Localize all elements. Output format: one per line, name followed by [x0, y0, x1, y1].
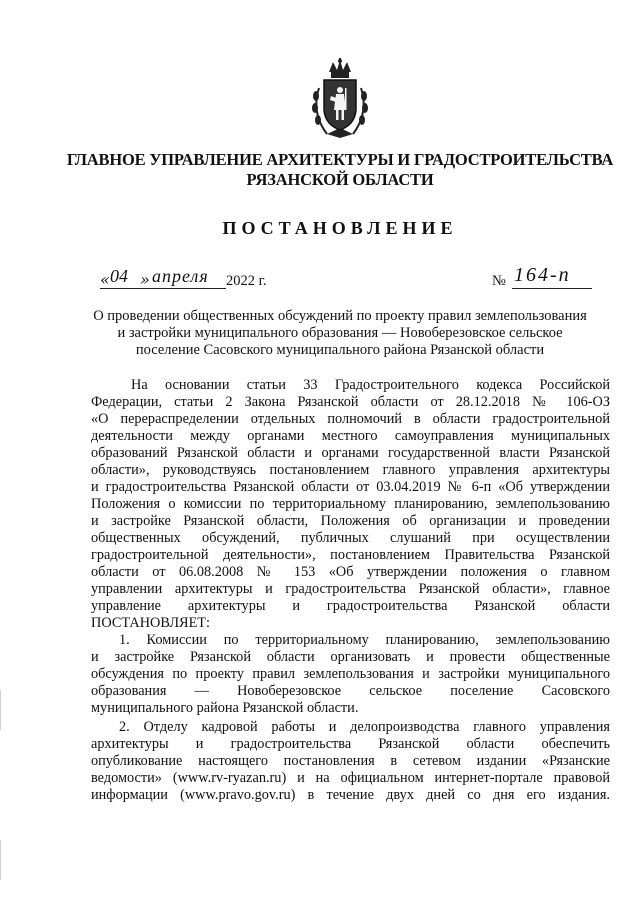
body-line: общественных обсуждений, публичных слушаний при осуществлении: [91, 530, 610, 546]
date-number-row: [100, 264, 600, 296]
body-line: градостроительной деятельности», постановлением Правительства Рязанской: [91, 547, 610, 563]
subject-line: поселение Сасовского муниципального района Рязанской области: [135, 342, 545, 358]
body-line: управлении архитектуры и градостроительства Рязанской области», главное: [91, 581, 610, 597]
body-line: управление архитектуры и градостроительства Рязанской области: [91, 598, 610, 614]
item-2-line: опубликование настоящего постановления в сетевом издании «Рязанские: [91, 753, 610, 769]
document-body: [91, 377, 610, 804]
body-line: Положения о комиссии по территориальному планированию, землепользованию: [91, 496, 610, 512]
item-2-line: 2. Отделу кадровой работы и делопроизводства главного управления: [119, 719, 610, 735]
coat-of-arms-icon: [309, 58, 371, 140]
body-line: образований Рязанской области и органами государственной власти Рязанской: [91, 445, 610, 461]
date-close-quote: »: [140, 270, 150, 289]
scan-edge-mark: [0, 690, 1, 730]
item-2-line: архитектуры и градостроительства Рязанской области обеспечить: [91, 736, 610, 752]
date-day: 04: [110, 266, 128, 286]
body-line: Федерации, статьи 2 Закона Рязанской области от 28.12.2018 № 106-ОЗ: [91, 394, 610, 410]
date-underline: [100, 288, 226, 289]
body-line: области», руководствуясь постановлением главного управления архитектуры: [91, 462, 610, 478]
item-1-line: муниципального района Рязанской области.: [91, 700, 359, 716]
body-line: На основании статьи 33 Градостроительного кодекса Российской: [131, 377, 610, 393]
date-month: апреля: [152, 266, 209, 286]
scan-edge-mark: [0, 840, 1, 880]
organization-line-2: РЯЗАНСКОЙ ОБЛАСТИ: [246, 170, 434, 189]
number-label: №: [492, 273, 506, 289]
subject-line: и застройки муниципального образования — Новоберезовское сельское: [117, 325, 563, 341]
document-type: ПОСТАНОВЛЕНИЕ: [222, 218, 458, 238]
subject-line: О проведении общественных обсуждений по проекту правил землепользования: [93, 308, 587, 324]
body-line: «О перераспределении отдельных полномочий в области градостроительной: [91, 411, 610, 427]
date-year: 2022 г.: [226, 273, 267, 289]
body-line: ПОСТАНОВЛЯЕТ:: [91, 615, 211, 631]
number-underline: [512, 288, 592, 289]
organization-name: [60, 150, 620, 190]
item-2-line: информации (www.pravo.gov.ru) в течение двух дней со дня его издания.: [91, 787, 610, 803]
document-subject: [80, 308, 600, 359]
body-line: и градостроительства Рязанской области от 03.04.2019 № 6-п «Об утверждении: [91, 479, 610, 495]
document-number: 164-п: [514, 264, 571, 286]
body-line: деятельности между органами местного самоуправления муниципальных: [91, 428, 610, 444]
body-line: области от 06.08.2008 № 153 «Об утверждении положения о главном: [91, 564, 610, 580]
date-open-quote: «: [100, 270, 110, 289]
item-2-line: ведомости» (www.rv-ryazan.ru) и на официальном интернет-портале правовой: [91, 770, 610, 786]
item-1-line: 1. Комиссии по территориальному планированию, землепользованию: [119, 632, 610, 648]
organization-line-1: ГЛАВНОЕ УПРАВЛЕНИЕ АРХИТЕКТУРЫ И ГРАДОСТРОИТЕЛЬСТВА: [66, 150, 614, 169]
item-1-line: и застройке Рязанской области организовать и провести общественные: [91, 649, 610, 665]
item-1-line: обсуждения по проекту правил землепользования и застройки муниципального: [91, 666, 610, 682]
body-line: и застройке Рязанской области, Положения об организации и проведении: [91, 513, 610, 529]
item-1-line: образования — Новоберезовское сельское поселение Сасовского: [91, 683, 610, 699]
